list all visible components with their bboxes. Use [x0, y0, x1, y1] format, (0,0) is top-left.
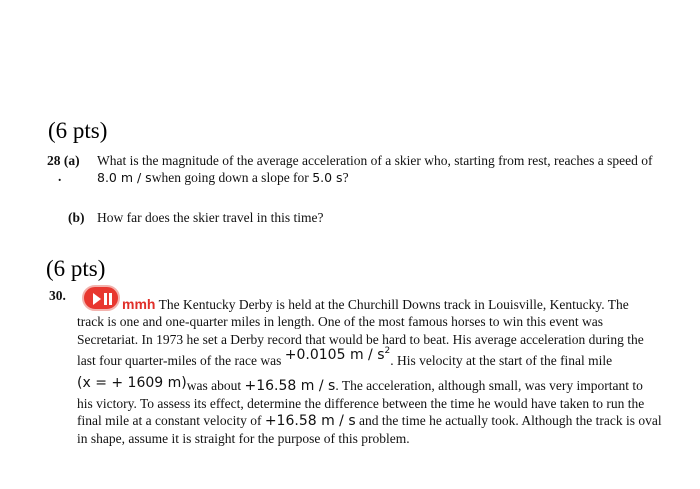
accel-value-text: +0.0105 m / s	[284, 347, 385, 363]
mmh-media-label[interactable]: mmh	[122, 296, 156, 312]
problem-30-line7	[77, 413, 662, 429]
problem-30-line6: his victory. To assess its effect, determine the difference between the time he would have taken to run the	[77, 396, 645, 411]
velocity-value-2: +16.58 m / s	[264, 413, 356, 429]
problem-number: 28	[47, 153, 61, 168]
problem-30-line3: Secretariat. In 1973 he set a Derby record that would be hard to beat. His average acceleration during the	[77, 332, 644, 347]
part-a-label: (a)	[63, 153, 80, 168]
line4-end: . His velocity at the start of the final mile	[390, 353, 613, 368]
line4-start: last four quarter-miles of the race was	[77, 353, 282, 368]
line5-end: . The acceleration, although small, was very important to	[335, 378, 643, 393]
problem-30-line1	[122, 296, 629, 313]
position-value: (x = + 1609 m)	[77, 375, 187, 391]
problem-30-line2: track is one and one-quarter miles in length. One of the most famous horses to win this event was	[77, 314, 604, 329]
acceleration-value	[285, 347, 390, 363]
speed-value: 8.0 m / s	[97, 170, 152, 185]
line1-text: The Kentucky Derby is held at the Churchill Downs track in Louisville, Kentucky. The	[158, 297, 629, 312]
problem-28-points: (6 pts)	[48, 118, 108, 143]
velocity-value: +16.58 m / s	[244, 378, 336, 394]
part-a-question-line2	[97, 170, 349, 186]
part-a-mid-text: when going down a slope for	[151, 170, 309, 185]
line7-start: final mile at a constant velocity of	[77, 413, 262, 428]
problem-30-points: (6 pts)	[46, 256, 106, 281]
time-value: 5.0 s	[312, 170, 343, 185]
problem-30-line5	[77, 375, 643, 394]
play-video-icon[interactable]	[82, 285, 120, 311]
line5-mid: was about	[186, 378, 242, 393]
problem-30-number: 30.	[49, 288, 66, 303]
problem-30-line4	[77, 346, 613, 369]
accel-exponent: 2	[384, 346, 391, 356]
part-a-end-text: ?	[342, 170, 349, 185]
bullet: .	[58, 169, 62, 184]
line7-end: and the time he actually took. Although the track is oval	[359, 413, 662, 428]
part-a-question-line1: What is the magnitude of the average acceleration of a skier who, starting from rest, reaches a speed of	[97, 153, 653, 168]
part-b-label: (b)	[68, 210, 85, 225]
problem-30-line8: in shape, assume it is straight for the purpose of this problem.	[77, 431, 410, 446]
problem-28-number	[47, 153, 80, 169]
part-b-question: How far does the skier travel in this time?	[97, 210, 324, 225]
